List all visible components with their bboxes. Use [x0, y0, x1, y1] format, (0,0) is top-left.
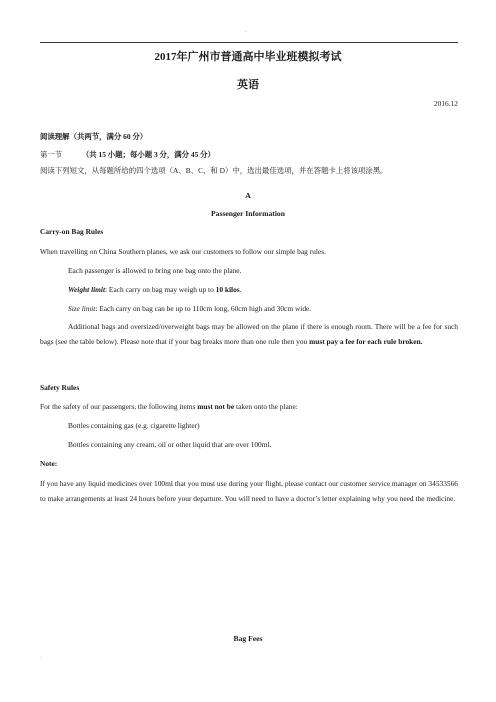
safety-intro-a: For the safety of our passengers, the following items — [40, 402, 198, 411]
passage-letter: A — [245, 191, 251, 200]
top-mark: . — [245, 28, 247, 34]
part-line — [40, 150, 458, 160]
part-label: 第一节 — [40, 150, 63, 159]
bag-fees-heading: Bag Fees — [233, 634, 263, 643]
section-heading: 阅读理解（共两节，满分 60 分） — [40, 132, 148, 141]
weight-value: 10 kilos — [215, 285, 240, 294]
additional-bold: must pay a fee for each rule broken. — [309, 336, 423, 346]
rule-weight — [68, 285, 458, 295]
instruction: 阅读下列短文，从每题所给的四个选项（A、B、C、和 D）中，选出最佳选项，并在答题卡上将该项涂黑。 — [40, 166, 388, 175]
rule-size — [68, 304, 458, 314]
safety-item-liquid: Bottles containing any cream, oil or other liquid that are over 100ml. — [68, 440, 272, 449]
additional-bags-paragraph — [40, 320, 458, 349]
size-text: : Each carry on bag can be up to 110cm long, 60cm high and 30cm wide. — [95, 304, 312, 313]
bottom-mark: . — [40, 654, 42, 660]
safety-intro-bold: must not be — [197, 402, 235, 411]
weight-label: Weight limit — [68, 285, 106, 294]
carry-on-heading: Carry-on Bag Rules — [40, 227, 104, 236]
size-label: Size limit — [68, 304, 96, 313]
header-rule — [40, 42, 458, 43]
additional-text: Additional bags and oversized/overweight bags may be allowed on the plane if there is enough room. There will be a fee for such bags (see the table below). Please note that if your bag breaks more than one rule then you — [40, 322, 458, 346]
weight-end: . — [239, 285, 242, 294]
subject-title: 英语 — [237, 79, 259, 91]
passage-title: Passenger Information — [211, 209, 285, 218]
exam-title: 2017年广州市普通高中毕业班模拟考试 — [154, 51, 342, 63]
note-label: Note: — [40, 459, 58, 468]
safety-intro-b: taken onto the plane: — [234, 402, 298, 411]
part-rule: （共 15 小题；每小题 3 分，满分 45 分） — [81, 150, 215, 159]
note-paragraph: If you have any liquid medicines over 100ml that you must use during your flight, please contact our customer service manager on 34533566 to make arrangements at least 24 hours before your departure. You will need to have a doctor’s letter explaining why you need the medicine. — [40, 479, 458, 503]
safety-intro — [40, 402, 458, 412]
carry-on-intro: When travelling on China Southern planes, we ask our customers to follow our simple bag rules. — [40, 247, 326, 256]
rule-one-bag: Each passenger is allowed to bring one bag onto the plane. — [68, 266, 242, 275]
exam-date: 2016.12 — [433, 99, 458, 108]
safety-heading: Safety Rules — [40, 383, 80, 392]
weight-text: : Each carry on bag may weigh up to — [105, 285, 216, 294]
safety-item-gas: Bottles containing gas (e.g. cigarette lighter) — [68, 421, 200, 430]
